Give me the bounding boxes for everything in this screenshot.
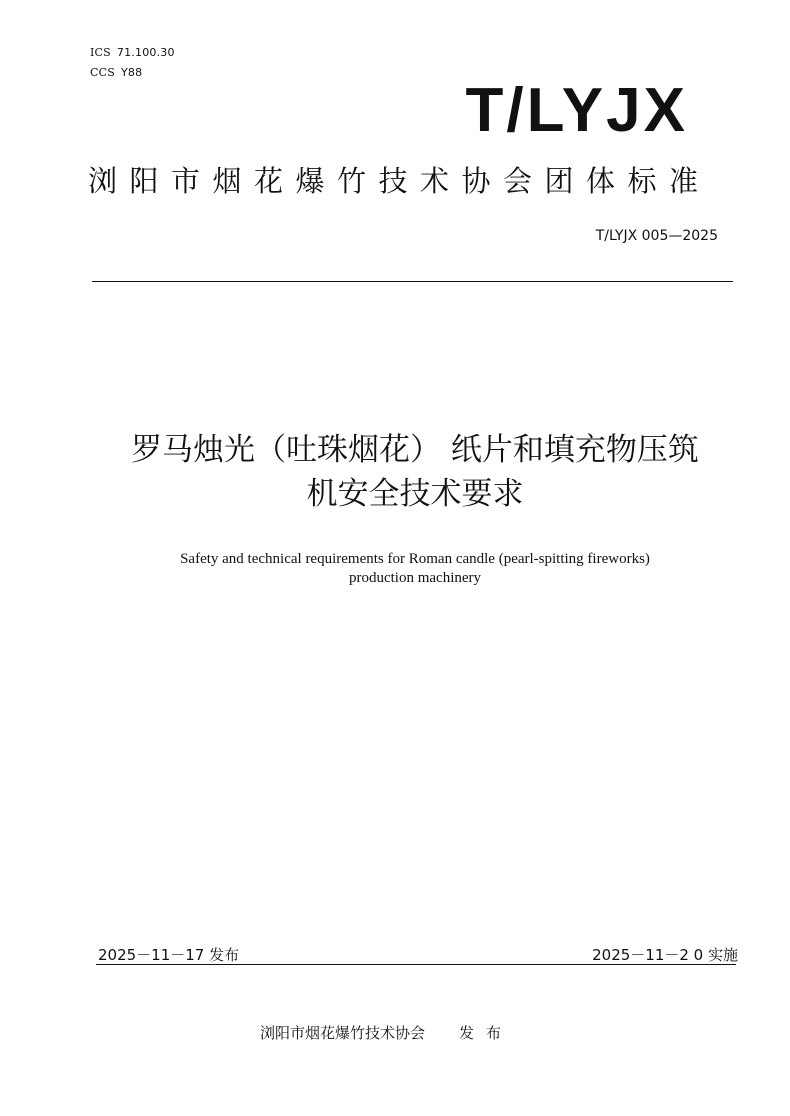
issue-date: 2025－11－17 发布	[98, 946, 240, 964]
ics-value: 71.100.30	[116, 46, 175, 59]
organization-standard-heading: 浏阳市烟花爆竹技术协会团体标准	[88, 164, 711, 198]
publisher-name: 浏阳市烟花爆竹技术协会	[260, 1024, 426, 1042]
standard-code: T/LYJX	[465, 76, 688, 145]
publisher-line	[260, 1022, 513, 1043]
ccs-label: CCS	[90, 66, 115, 79]
implementation-date: 2025－11－2 0 实施	[592, 946, 738, 964]
ccs-code	[90, 66, 142, 79]
chinese-title-line-2: 机安全技术要求	[306, 476, 524, 512]
document-number: T/LYJX 005—2025	[595, 228, 718, 244]
ccs-value: Y88	[120, 66, 143, 79]
publish-label: 发布	[459, 1024, 514, 1042]
ics-label: ICS	[90, 46, 111, 59]
ics-code	[90, 46, 175, 59]
chinese-title-line-1: 罗马烛光（吐珠烟花） 纸片和填充物压筑	[131, 432, 699, 468]
english-title	[60, 550, 770, 588]
chinese-title	[60, 428, 770, 516]
header-divider	[92, 281, 733, 282]
english-title-line-1: Safety and technical requirements for Roman candle (pearl-spitting fireworks)	[180, 551, 650, 567]
footer-divider	[96, 964, 736, 965]
english-title-line-2: production machinery	[348, 570, 482, 586]
